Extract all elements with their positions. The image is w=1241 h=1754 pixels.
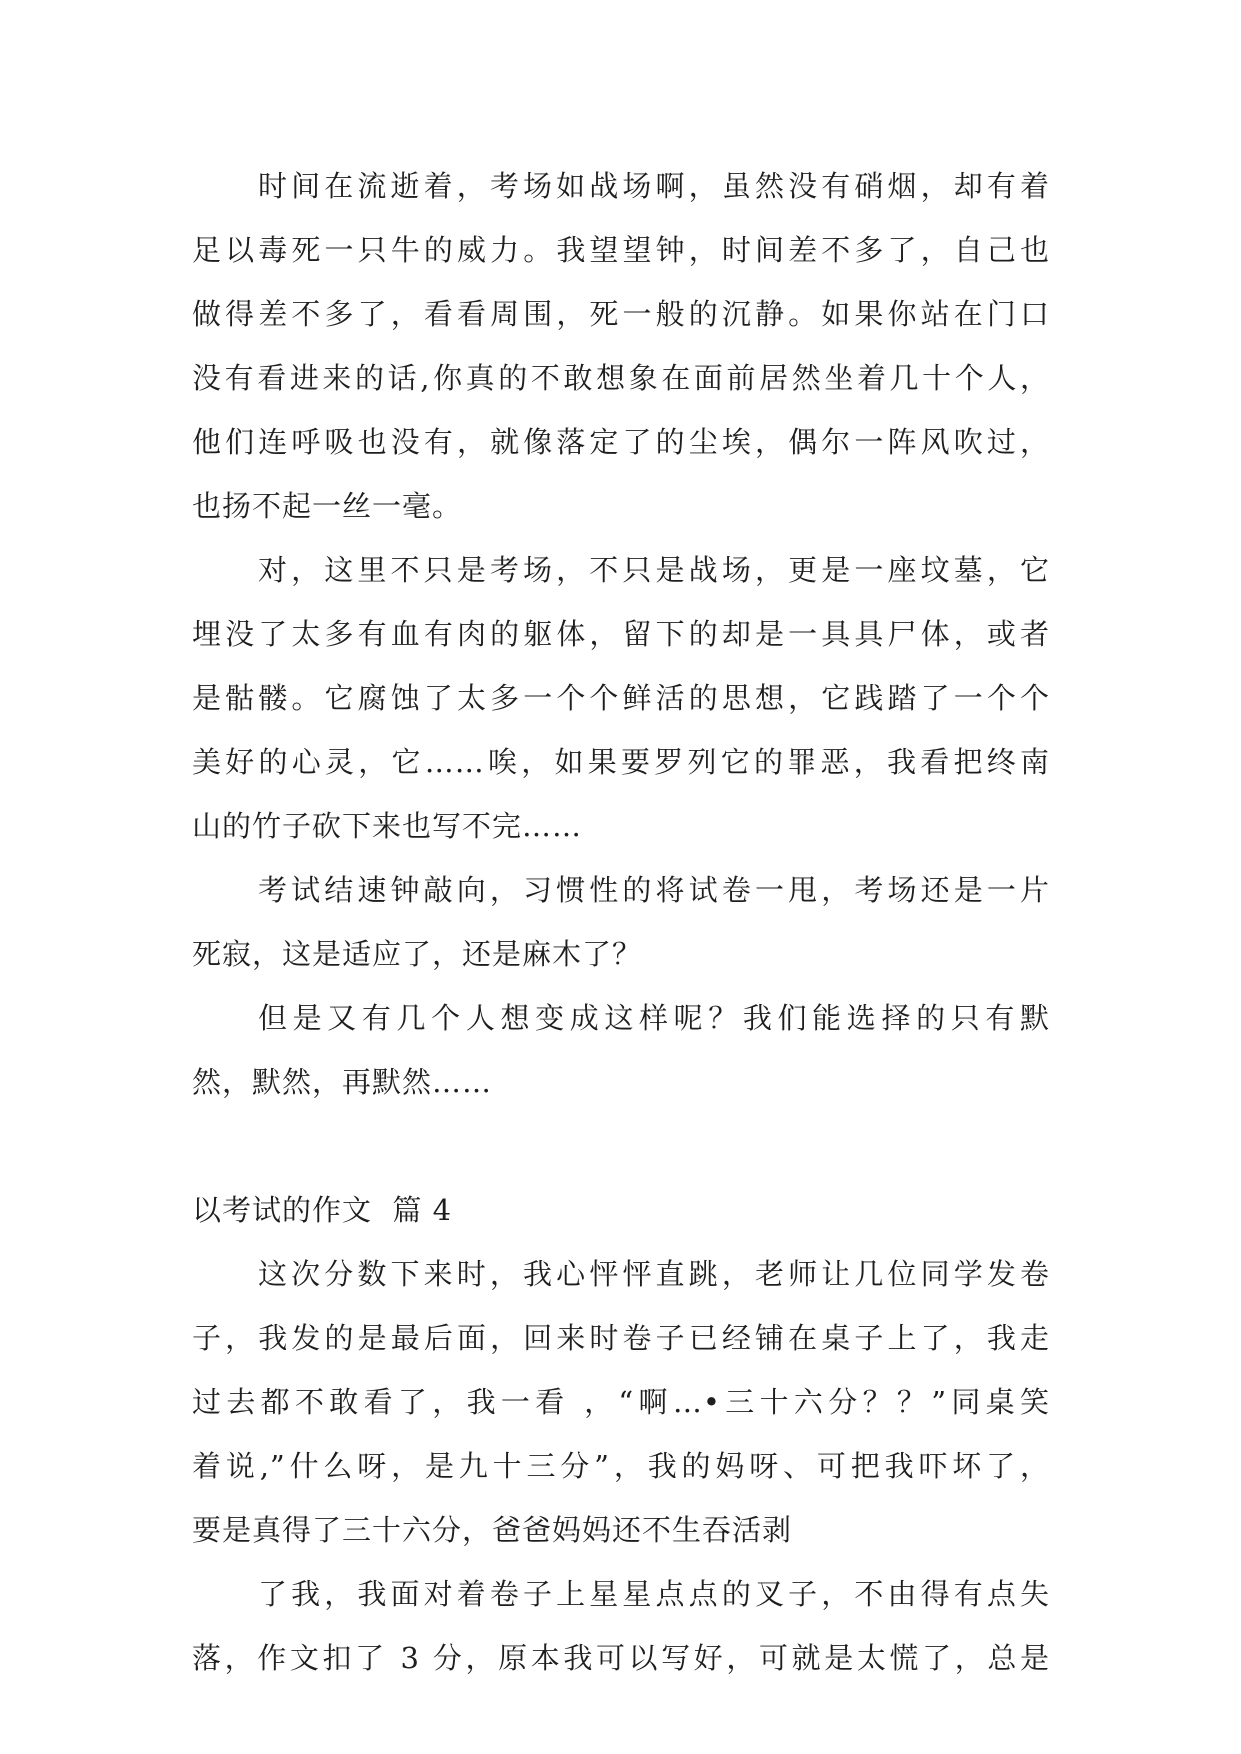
text-line: 时间在流逝着，考场如战场啊，虽然没有硝烟，却有着 [258,169,1050,203]
text-line: 他们连呼吸也没有，就像落定了的尘埃，偶尔一阵风吹过， [192,425,1050,459]
section-gap [192,1114,1050,1178]
text-line: 然，默然，再默然…… [192,1065,493,1099]
text-line: 着说,”什么呀，是九十三分”，我的妈呀、可把我吓坏了， [192,1449,1050,1483]
paragraph [192,154,1050,538]
text-line: 落，作文扣了 3 分，原本我可以写好，可就是太慌了，总是 [192,1641,1050,1675]
text-line: 子，我发的是最后面，回来时卷子已经铺在桌子上了，我走 [192,1321,1050,1355]
text-line: 了我，我面对着卷子上星星点点的叉子，不由得有点失 [258,1577,1050,1611]
section-heading: 以考试的作文 篇 4 [192,1193,453,1227]
text-line: 是骷髅。它腐蚀了太多一个个鲜活的思想，它践踏了一个个 [192,681,1050,715]
text-line: 做得差不多了，看看周围，死一般的沉静。如果你站在门口 [192,297,1050,331]
paragraph [192,538,1050,858]
text-line: 但是又有几个人想变成这样呢？我们能选择的只有默 [258,1001,1050,1035]
paragraph [192,858,1050,986]
text-line: 对，这里不只是考场，不只是战场，更是一座坟墓，它 [258,553,1050,587]
text-line: 山的竹子砍下来也写不完…… [192,809,583,843]
paragraph [192,1562,1050,1690]
text-line: 埋没了太多有血有肉的躯体，留下的却是一具具尸体，或者 [192,617,1050,651]
text-line: 这次分数下来时，我心怦怦直跳，老师让几位同学发卷 [258,1257,1050,1291]
paragraph [192,1242,1050,1562]
text-line: 也扬不起一丝一毫。 [192,489,463,523]
document-page-body [192,154,1050,1690]
text-line: 要是真得了三十六分，爸爸妈妈还不生吞活剥 [192,1513,793,1547]
text-line: 没有看进来的话,你真的不敢想象在面前居然坐着几十个人， [192,361,1050,395]
text-line: 美好的心灵，它……唉，如果要罗列它的罪恶，我看把终南 [192,745,1050,779]
text-line: 死寂，这是适应了，还是麻木了？ [192,937,643,971]
paragraph [192,986,1050,1114]
text-line: 足以毒死一只牛的威力。我望望钟，时间差不多了，自己也 [192,233,1050,267]
text-line: 考试结速钟敲向，习惯性的将试卷一甩，考场还是一片 [258,873,1050,907]
text-line: 过去都不敢看了，我一看 ，“啊…•三十六分？？”同桌笑 [192,1385,1050,1419]
